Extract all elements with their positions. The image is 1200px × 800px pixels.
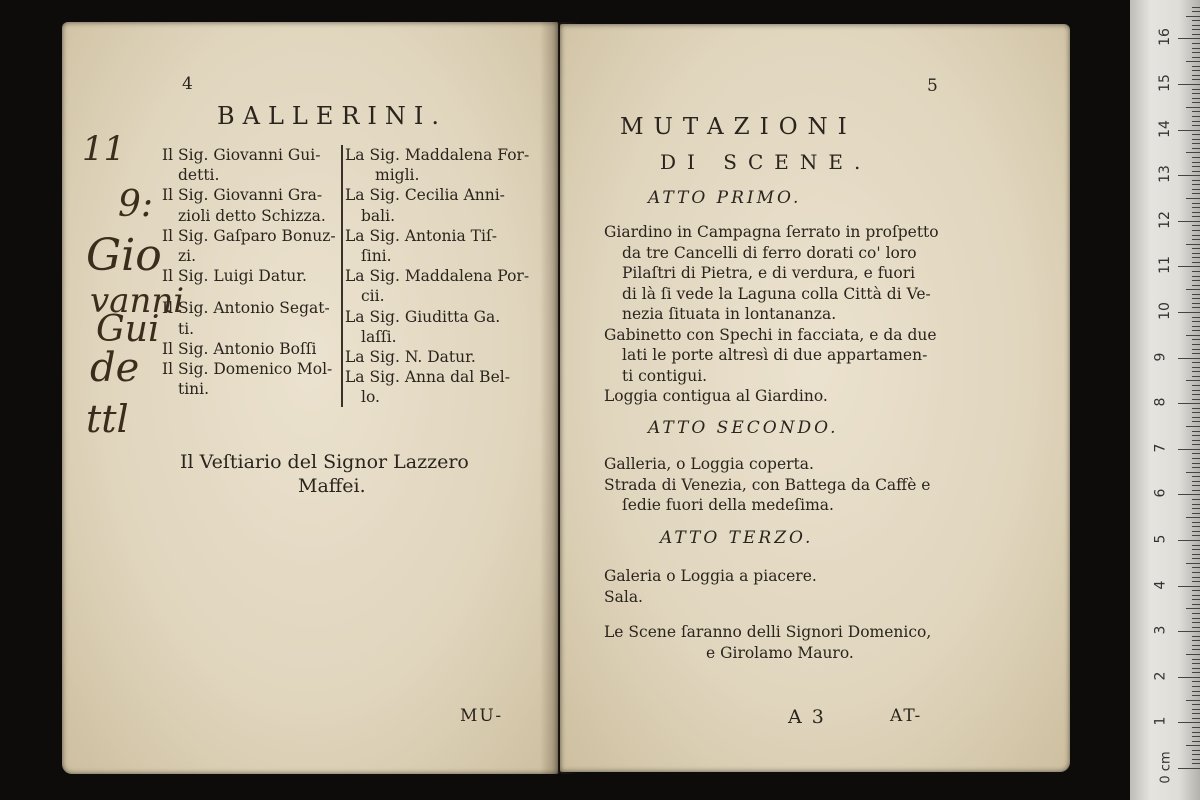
ruler-tick bbox=[1178, 221, 1200, 222]
ruler-tick bbox=[1192, 326, 1200, 327]
ruler-tick bbox=[1192, 216, 1200, 217]
ruler-cm-label: 1 bbox=[1152, 716, 1169, 726]
ruler-tick bbox=[1192, 695, 1200, 696]
ruler-tick bbox=[1192, 111, 1200, 112]
ruler-tick bbox=[1192, 526, 1200, 527]
ruler-cm-label: 8 bbox=[1152, 397, 1169, 407]
ruler-tick bbox=[1192, 184, 1200, 185]
ruler-tick bbox=[1192, 394, 1200, 395]
column-divider bbox=[341, 145, 343, 407]
ruler-tick bbox=[1186, 16, 1200, 17]
ruler-tick bbox=[1192, 134, 1200, 135]
act-1-scenes: Giardino in Campagna ſerrato in proſpetto da tre Cancelli di ferro dorati co' loro Pilaſtri di Pietra, e di verdura, e fuori di là ſi vede la Laguna colla Città di Ve- nezia ſituata in lontananza. Gabinetto con Spechi in facciata, e da due lati le porte altresì di due appartamen- ti contigui. Loggia contigua al Giardino. bbox=[604, 223, 939, 405]
ruler-tick bbox=[1192, 504, 1200, 505]
ruler-tick bbox=[1192, 691, 1200, 692]
ruler-tick bbox=[1178, 38, 1200, 39]
ruler-tick bbox=[1192, 590, 1200, 591]
ruler-cm-label: 10 bbox=[1156, 302, 1173, 320]
ruler-tick bbox=[1192, 317, 1200, 318]
act-title: ATTO SECONDO. bbox=[648, 418, 839, 438]
handwritten-note-line: Gui bbox=[96, 309, 160, 350]
handwritten-note-line: vanni bbox=[90, 281, 185, 321]
ruler-tick bbox=[1192, 203, 1200, 204]
ruler-tick bbox=[1192, 48, 1200, 49]
ruler-tick bbox=[1192, 180, 1200, 181]
di-scene-heading: DI SCENE. bbox=[660, 150, 872, 174]
ruler-tick bbox=[1178, 84, 1200, 85]
ruler-tick bbox=[1192, 253, 1200, 254]
ruler-tick bbox=[1186, 335, 1200, 336]
act-2-scenes: Galleria, o Loggia coperta. Strada di Venezia, con Battega da Caffè e ſedie fuori della medeſima. bbox=[604, 455, 931, 514]
ruler-tick bbox=[1192, 248, 1200, 249]
ruler-tick bbox=[1192, 412, 1200, 413]
ruler-tick bbox=[1178, 540, 1200, 541]
ruler-tick bbox=[1192, 79, 1200, 80]
ruler-tick bbox=[1178, 358, 1200, 359]
ruler-tick bbox=[1192, 727, 1200, 728]
ruler-cm-label: 16 bbox=[1156, 28, 1173, 47]
dancer-entry: Il Sig. Domenico Mol- tini. bbox=[162, 360, 333, 399]
ruler-tick bbox=[1192, 43, 1200, 44]
ruler-tick bbox=[1192, 376, 1200, 377]
handwritten-note-line: ttl bbox=[86, 397, 129, 441]
ruler-tick bbox=[1192, 663, 1200, 664]
ruler-tick bbox=[1192, 262, 1200, 263]
ruler-tick bbox=[1192, 513, 1200, 514]
ruler-tick bbox=[1192, 668, 1200, 669]
ruler-tick bbox=[1192, 613, 1200, 614]
ruler-tick bbox=[1192, 659, 1200, 660]
ruler-tick bbox=[1192, 276, 1200, 277]
ruler-tick bbox=[1178, 722, 1200, 723]
ruler-cm-label: 6 bbox=[1152, 488, 1169, 498]
ruler-cm-label: 5 bbox=[1152, 534, 1169, 544]
ruler-tick bbox=[1186, 472, 1200, 473]
ruler-tick bbox=[1192, 344, 1200, 345]
ruler-tick bbox=[1186, 608, 1200, 609]
catchword-left: MU- bbox=[460, 706, 504, 726]
measuring-ruler bbox=[1130, 0, 1200, 800]
dancer-entry: Il Sig. Gaſparo Bonuz- zi. bbox=[162, 226, 336, 266]
dancer-entry: La Sig. Anna dal Bel- lo. bbox=[345, 368, 510, 407]
ruler-tick bbox=[1192, 143, 1200, 144]
ruler-tick bbox=[1192, 139, 1200, 140]
ruler-tick bbox=[1192, 294, 1200, 295]
ruler-tick bbox=[1192, 235, 1200, 236]
ruler-tick bbox=[1192, 385, 1200, 386]
dancer-entry: Il Sig. Antonio Segat- ti. bbox=[162, 299, 330, 338]
ruler-tick bbox=[1192, 604, 1200, 605]
dancer-entry: Il Sig. Luigi Datur. bbox=[162, 267, 307, 286]
ruler-tick bbox=[1192, 399, 1200, 400]
ruler-tick bbox=[1192, 704, 1200, 705]
ruler-tick bbox=[1192, 193, 1200, 194]
right-page bbox=[560, 24, 1070, 772]
ruler-tick bbox=[1192, 34, 1200, 35]
dancer-entry: La Sig. N. Datur. bbox=[345, 348, 476, 367]
ruler-tick bbox=[1192, 353, 1200, 354]
act-3-scenes: Galeria o Loggia a piacere. Sala. bbox=[604, 567, 817, 606]
ruler-tick bbox=[1192, 371, 1200, 372]
ruler-cm-label: 11 bbox=[1156, 256, 1173, 275]
ruler-tick bbox=[1192, 549, 1200, 550]
dancer-entry: La Sig. Giuditta Ga. laſſi. bbox=[345, 307, 501, 346]
ruler-tick bbox=[1192, 627, 1200, 628]
ruler-tick bbox=[1192, 490, 1200, 491]
ruler-tick bbox=[1192, 239, 1200, 240]
ruler-tick bbox=[1192, 157, 1200, 158]
act-title: ATTO TERZO. bbox=[660, 528, 814, 548]
ruler-cm-label: 13 bbox=[1156, 165, 1173, 184]
ruler-tick bbox=[1192, 718, 1200, 719]
ruler-tick bbox=[1178, 175, 1200, 176]
ruler-tick bbox=[1192, 29, 1200, 30]
dancer-entry: Il Sig. Giovanni Gra- zioli detto Schizza. bbox=[162, 186, 326, 225]
ruler-tick bbox=[1192, 754, 1200, 755]
dancer-entry: La Sig. Cecilia Anni- bali. bbox=[345, 186, 505, 225]
dancer-entry: La Sig. Maddalena For- migli. bbox=[345, 146, 530, 185]
ruler-tick bbox=[1178, 266, 1200, 267]
ruler-tick bbox=[1192, 467, 1200, 468]
dancer-entry: Il Sig. Giovanni Gui- detti. bbox=[162, 146, 321, 185]
ruler-tick bbox=[1186, 244, 1200, 245]
ruler-tick bbox=[1192, 93, 1200, 94]
ruler-unit-label: 0 cm bbox=[1158, 751, 1174, 784]
ruler-tick bbox=[1178, 768, 1200, 769]
ruler-tick bbox=[1192, 499, 1200, 500]
ruler-tick bbox=[1192, 581, 1200, 582]
ruler-tick bbox=[1192, 89, 1200, 90]
ruler-tick bbox=[1192, 189, 1200, 190]
ruler-tick bbox=[1186, 61, 1200, 62]
ruler-tick bbox=[1192, 508, 1200, 509]
page-number-left: 4 bbox=[182, 74, 193, 94]
costume-credit: Il Veſtiario del Signor Lazzero Maffei. bbox=[180, 451, 469, 497]
ruler-tick bbox=[1186, 563, 1200, 564]
ruler-cm-label: 14 bbox=[1156, 119, 1173, 138]
ruler-tick bbox=[1192, 7, 1200, 8]
ruler-tick bbox=[1192, 763, 1200, 764]
ruler-tick bbox=[1192, 545, 1200, 546]
dancers-women-column bbox=[345, 145, 529, 408]
ruler-tick bbox=[1192, 271, 1200, 272]
ruler-tick bbox=[1192, 686, 1200, 687]
ruler-tick bbox=[1192, 567, 1200, 568]
ruler-tick bbox=[1192, 321, 1200, 322]
ruler-tick bbox=[1192, 595, 1200, 596]
ruler-cm-label: 7 bbox=[1152, 443, 1169, 453]
act-title: ATTO PRIMO. bbox=[648, 188, 802, 208]
ruler-tick bbox=[1192, 116, 1200, 117]
ruler-cm-label: 2 bbox=[1152, 671, 1169, 681]
ruler-tick bbox=[1178, 677, 1200, 678]
ruler-tick bbox=[1192, 408, 1200, 409]
handwritten-note-line: 9: bbox=[118, 184, 154, 225]
ruler-tick bbox=[1192, 421, 1200, 422]
ruler-tick bbox=[1192, 148, 1200, 149]
ruler-tick bbox=[1186, 198, 1200, 199]
left-page bbox=[62, 22, 558, 774]
ruler-tick bbox=[1192, 339, 1200, 340]
dancer-entry: La Sig. Maddalena Por- cii. bbox=[345, 267, 530, 306]
ruler-tick bbox=[1192, 171, 1200, 172]
ruler-tick bbox=[1186, 745, 1200, 746]
ruler-tick bbox=[1192, 307, 1200, 308]
ruler-tick bbox=[1186, 107, 1200, 108]
ruler-tick bbox=[1178, 631, 1200, 632]
ruler-tick bbox=[1178, 586, 1200, 587]
ruler-tick bbox=[1192, 622, 1200, 623]
ruler-tick bbox=[1186, 517, 1200, 518]
ruler-tick bbox=[1192, 285, 1200, 286]
mutazioni-heading: MUTAZIONI bbox=[620, 114, 857, 140]
ruler-tick bbox=[1186, 289, 1200, 290]
ruler-tick bbox=[1192, 440, 1200, 441]
ruler-tick bbox=[1192, 599, 1200, 600]
ruler-tick bbox=[1192, 759, 1200, 760]
ruler-tick bbox=[1186, 426, 1200, 427]
ruler-tick bbox=[1192, 577, 1200, 578]
dancer-entry: La Sig. Antonia Tiſ- ſini. bbox=[345, 226, 497, 266]
ruler-tick bbox=[1192, 444, 1200, 445]
ruler-tick bbox=[1192, 70, 1200, 71]
ruler-tick bbox=[1192, 225, 1200, 226]
ruler-tick bbox=[1192, 257, 1200, 258]
ruler-tick bbox=[1192, 212, 1200, 213]
ruler-tick bbox=[1186, 152, 1200, 153]
ruler-tick bbox=[1192, 558, 1200, 559]
ruler-tick bbox=[1192, 52, 1200, 53]
catchword-right: AT- bbox=[890, 706, 923, 726]
ruler-cm-label: 15 bbox=[1156, 74, 1173, 92]
ruler-tick bbox=[1192, 207, 1200, 208]
ruler-tick bbox=[1192, 75, 1200, 76]
ruler-tick bbox=[1192, 713, 1200, 714]
ruler-tick bbox=[1192, 362, 1200, 363]
ruler-tick bbox=[1192, 640, 1200, 641]
ruler-cm-label: 3 bbox=[1152, 625, 1169, 635]
handwritten-note-line: Gio bbox=[86, 230, 162, 281]
ruler-tick bbox=[1192, 458, 1200, 459]
ruler-tick bbox=[1178, 130, 1200, 131]
ruler-tick bbox=[1178, 403, 1200, 404]
ruler-tick bbox=[1192, 303, 1200, 304]
ruler-tick bbox=[1192, 645, 1200, 646]
ruler-tick bbox=[1192, 453, 1200, 454]
ruler-tick bbox=[1192, 750, 1200, 751]
ruler-tick bbox=[1192, 618, 1200, 619]
handwritten-note-line: 11 bbox=[82, 129, 126, 169]
ruler-tick bbox=[1186, 654, 1200, 655]
ruler-tick bbox=[1192, 681, 1200, 682]
ruler-tick bbox=[1178, 449, 1200, 450]
ruler-tick bbox=[1192, 636, 1200, 637]
ruler-tick bbox=[1178, 494, 1200, 495]
ruler-tick bbox=[1192, 57, 1200, 58]
ruler-tick bbox=[1192, 736, 1200, 737]
ruler-tick bbox=[1192, 649, 1200, 650]
ruler-tick bbox=[1192, 11, 1200, 12]
ruler-tick bbox=[1192, 298, 1200, 299]
ruler-tick bbox=[1192, 741, 1200, 742]
ruler-tick bbox=[1192, 435, 1200, 436]
ruler-tick bbox=[1192, 162, 1200, 163]
ruler-tick bbox=[1192, 709, 1200, 710]
ruler-tick bbox=[1192, 572, 1200, 573]
ballerini-heading: BALLERINI. bbox=[217, 102, 448, 130]
signature-mark: A 3 bbox=[788, 706, 826, 728]
ruler-tick bbox=[1192, 280, 1200, 281]
ruler-cm-label: 12 bbox=[1156, 210, 1173, 229]
ruler-tick bbox=[1192, 102, 1200, 103]
page-number-right: 5 bbox=[927, 76, 938, 96]
handwritten-note-line: de bbox=[90, 345, 140, 391]
ruler-cm-label: 4 bbox=[1152, 580, 1169, 590]
ruler-tick bbox=[1178, 312, 1200, 313]
ruler-tick bbox=[1192, 485, 1200, 486]
ruler-tick bbox=[1186, 380, 1200, 381]
ruler-tick bbox=[1192, 330, 1200, 331]
ruler-tick bbox=[1192, 367, 1200, 368]
ruler-tick bbox=[1192, 166, 1200, 167]
ruler-tick bbox=[1192, 476, 1200, 477]
ruler-tick bbox=[1192, 98, 1200, 99]
ruler-tick bbox=[1192, 481, 1200, 482]
scenery-credit: Le Scene ſaranno delli Signori Domenico, e Girolamo Mauro. bbox=[604, 623, 932, 662]
ruler-tick bbox=[1192, 463, 1200, 464]
ruler-tick bbox=[1192, 349, 1200, 350]
ruler-tick bbox=[1192, 390, 1200, 391]
ruler-tick bbox=[1192, 431, 1200, 432]
dancer-entry: Il Sig. Antonio Boſſi bbox=[162, 339, 317, 358]
ruler-tick bbox=[1192, 121, 1200, 122]
ruler-tick bbox=[1192, 125, 1200, 126]
ruler-tick bbox=[1192, 522, 1200, 523]
ruler-tick bbox=[1192, 20, 1200, 21]
ruler-tick bbox=[1192, 554, 1200, 555]
ruler-tick bbox=[1192, 535, 1200, 536]
ruler-cm-label: 9 bbox=[1152, 352, 1169, 362]
ruler-tick bbox=[1192, 66, 1200, 67]
ruler-tick bbox=[1192, 417, 1200, 418]
ruler-tick bbox=[1192, 230, 1200, 231]
ruler-tick bbox=[1192, 672, 1200, 673]
ruler-tick bbox=[1186, 700, 1200, 701]
ruler-tick bbox=[1192, 531, 1200, 532]
dancers-men-column bbox=[162, 145, 336, 399]
ruler-tick bbox=[1192, 25, 1200, 26]
ruler-tick bbox=[1192, 732, 1200, 733]
